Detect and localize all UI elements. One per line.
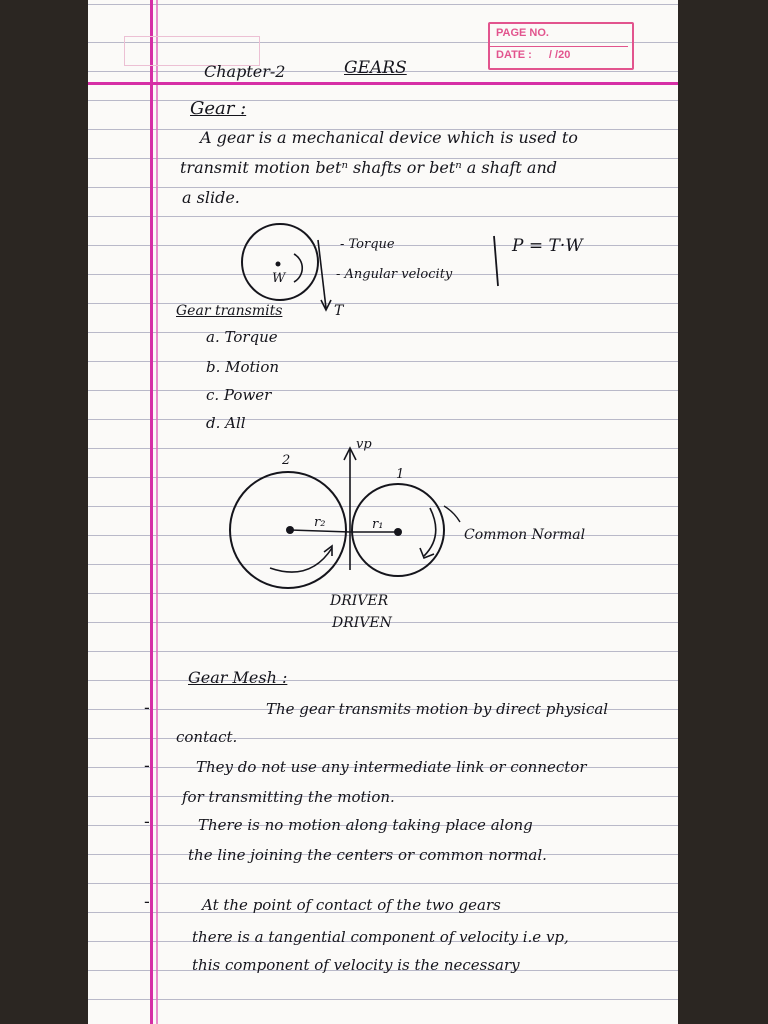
mesh-p4-line3: this component of velocity is the necessary [192,956,520,974]
bullet-dash: - [144,756,150,775]
mesh-p3-line2: the line joining the centers or common normal. [188,846,547,864]
driver-label: DRIVER [330,593,389,609]
driven-label: DRIVEN [332,615,392,631]
mesh-p4-line1: At the point of contact of the two gears [202,896,501,914]
torque-label: - Torque [340,237,395,252]
chapter-topic: GEARS [344,58,407,78]
r2-label: r₂ [314,515,326,530]
definition-line-1: A gear is a mechanical device which is used to [200,128,578,147]
transmits-heading: Gear transmits [176,303,283,319]
power-formula: P = T·W [512,236,583,256]
notebook-page [88,0,678,1024]
r1-label: r₁ [372,517,384,532]
mesh-p2-line2: for transmitting the motion. [182,788,395,806]
gear-heading: Gear : [190,98,247,119]
definition-line-2: transmit motion betⁿ shafts or betⁿ a shaft and [180,158,558,177]
bullet-dash: - [144,892,150,911]
transmits-item-d: d. All [206,414,246,432]
definition-line-3: a slide. [182,188,240,207]
page-header-box [488,22,634,70]
transmits-item-a: a. Torque [206,328,278,346]
gear-mesh-heading: Gear Mesh : [188,668,288,687]
gear-1-label: 1 [396,467,405,482]
date-value: / /20 [548,49,571,61]
vp-label: vp [356,437,372,452]
common-normal-label: Common Normal [464,527,586,543]
mesh-p2-line1: They do not use any intermediate link or connector [196,758,587,776]
mesh-p1-line2: contact. [176,728,238,746]
page-no-label: PAGE NO. [496,27,549,39]
omega-label: W [272,271,286,286]
bullet-dash: - [144,698,150,717]
gear-2-label: 2 [282,453,291,468]
mesh-p1-line1: The gear transmits motion by direct physical [266,700,609,718]
t-label: T [334,303,344,319]
date-label: DATE : [496,49,532,61]
angular-velocity-label: - Angular velocity [336,267,453,282]
transmits-item-c: c. Power [206,386,272,404]
mesh-p4-line2: there is a tangential component of velocity i.e vp, [192,928,569,946]
date-row [490,46,628,61]
bullet-dash: - [144,812,150,831]
chapter-label: Chapter-2 [204,62,286,81]
transmits-item-b: b. Motion [206,358,280,376]
mesh-p3-line1: There is no motion along taking place along [198,816,533,834]
header-rule [88,82,678,85]
